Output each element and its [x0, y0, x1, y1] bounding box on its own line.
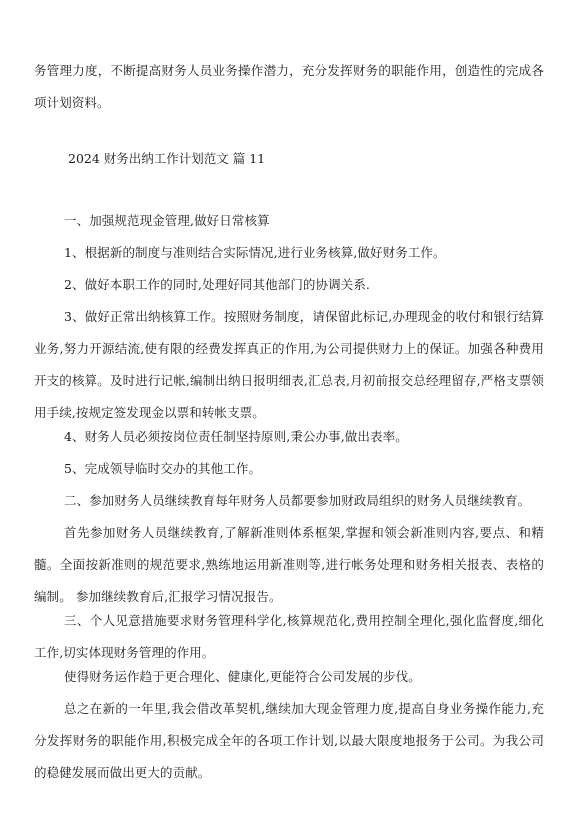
paragraph-1: 一、加强规范现金管理,做好日常核算: [64, 213, 270, 228]
paragraph-7: 二、参加财务人员继续教育每年财务人员都要参加财政局组织的财务人员继续教育。: [64, 493, 531, 508]
paragraph-2: 1、根据新的制度与准则结合实际情况,进行业务核算,做好财务工作。: [64, 245, 446, 260]
paragraph-intro: 务管理力度，不断提高财务人员业务操作潜力，充分发挥财务的职能作用，创造性的完成各项计划资料。: [34, 63, 544, 110]
paragraph-8: 首先参加财务人员继续教育,了解新准则体系框架,掌握和领会新准则内容,要点、和精髓。全面按新准则的规范要求,熟练地运用新准则等,进行帐务处理和财务相关报表、表格的编制。 参加继续教育后,汇报学习情况报告。: [34, 525, 544, 604]
section-title: 2024 财务出纳工作计划范文 篇 11: [68, 151, 266, 166]
paragraph-6: 5、完成领导临时交办的其他工作。: [64, 461, 262, 476]
paragraph-9: 三、个人见意措施要求财务管理科学化,核算规范化,费用控制全理化,强化监督度,细化工作,切实体现财务管理的作用。: [34, 613, 544, 660]
paragraph-11: 总之在新的一年里,我会借改革契机,继续加大现金管理力度,提高自身业务操作能力,充分发挥财务的职能作用,积极完成全年的各项工作计划,以最大限度地报务于公司。为我公司的稳健发展而做出更大的贡献。: [34, 701, 544, 780]
paragraph-10: 使得财务运作趋于更合理化、健康化,更能符合公司发展的步伐。: [64, 669, 421, 684]
paragraph-4: 3、做好正常出纳核算工作。按照财务制度，请保留此标记,办理现金的收付和银行结算业务,努力开源结流,使有限的经费发挥真正的作用,为公司提供财力上的保证。加强各种费用开支的核算。及时进行记帐,编制出纳日报明细表,汇总表,月初前报交总经理留存,严格支票领用手续,按规定签发现金以票和转帐支票。: [34, 309, 544, 420]
paragraph-5: 4、财务人员必须按岗位责任制坚持原则,秉公办事,做出表率。: [64, 429, 408, 444]
paragraph-3: 2、做好本职工作的同时,处理好同其他部门的协调关系.: [64, 277, 371, 292]
